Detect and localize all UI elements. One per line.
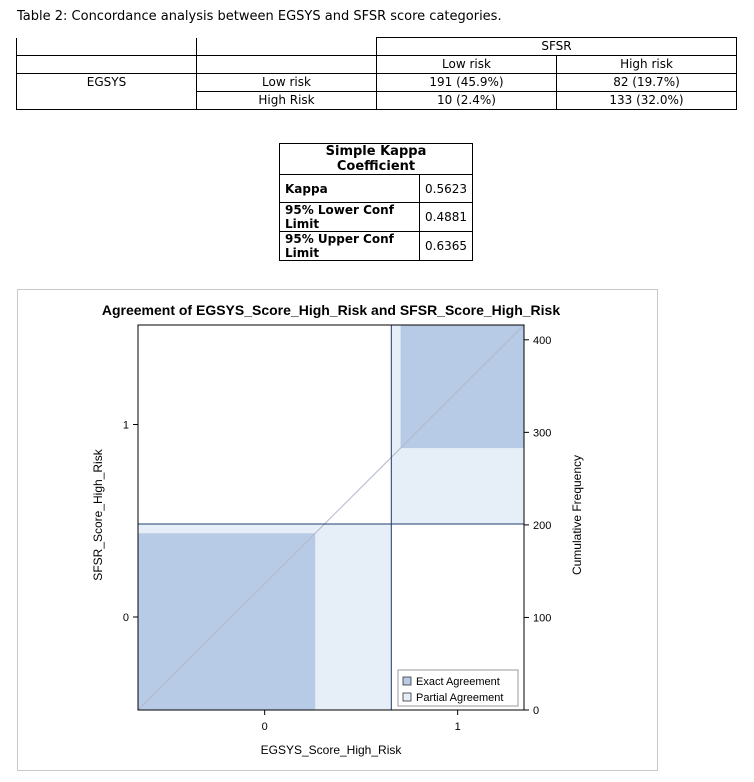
table-cell: 82 (19.7%) xyxy=(557,74,737,92)
legend-label: Exact Agreement xyxy=(416,676,500,688)
table-cell: 191 (45.9%) xyxy=(377,74,557,92)
y2-tick-label: 200 xyxy=(533,519,552,532)
empty-cell xyxy=(17,56,197,74)
table-cell: 133 (32.0%) xyxy=(557,92,737,110)
kappa-table-title: Simple Kappa Coefficient xyxy=(280,144,473,175)
col-header: High risk xyxy=(557,56,737,74)
lower-limit-label: 95% Lower Conf Limit xyxy=(280,203,420,232)
row-header: Low risk xyxy=(197,74,377,92)
empty-cell xyxy=(17,38,197,56)
legend-swatch xyxy=(403,677,411,685)
table-row xyxy=(280,203,473,232)
empty-cell xyxy=(17,92,197,110)
empty-cell xyxy=(197,56,377,74)
legend-label: Partial Agreement xyxy=(416,692,504,704)
legend-swatch xyxy=(403,693,411,701)
table-row xyxy=(17,92,737,110)
y2-tick-label: 300 xyxy=(533,427,552,440)
chart-title: Agreement of EGSYS_Score_High_Risk and SFSR_Score_High_Risk xyxy=(101,302,561,318)
upper-limit-label: 95% Upper Conf Limit xyxy=(280,232,420,261)
row-header: High Risk xyxy=(197,92,377,110)
table-caption: Table 2: Concordance analysis between EGSYS and SFSR score categories. xyxy=(17,9,502,24)
row-group-header: EGSYS xyxy=(17,74,197,92)
y-tick-label: 0 xyxy=(122,611,129,624)
table-row xyxy=(17,56,737,74)
table-cell: 10 (2.4%) xyxy=(377,92,557,110)
table-row xyxy=(17,74,737,92)
empty-cell xyxy=(197,38,377,56)
y2-tick-label: 100 xyxy=(533,612,552,625)
kappa-table xyxy=(279,143,473,261)
y2-tick-label: 400 xyxy=(533,334,552,347)
y2-axis-label: Cumulative Frequency xyxy=(570,454,584,576)
table-row xyxy=(280,175,473,203)
x-tick-label: 0 xyxy=(261,721,268,733)
y-tick-label: 1 xyxy=(122,419,129,432)
col-header: Low risk xyxy=(377,56,557,74)
x-tick-label: 1 xyxy=(454,721,461,733)
agreement-plot-frame xyxy=(17,289,658,771)
y2-tick-label: 0 xyxy=(533,705,540,717)
table-row xyxy=(17,38,737,56)
upper-limit-value: 0.6365 xyxy=(420,232,473,261)
kappa-label: Kappa xyxy=(280,175,420,203)
table-row xyxy=(280,232,473,261)
kappa-value: 0.5623 xyxy=(420,175,473,203)
col-group-header: SFSR xyxy=(377,38,737,56)
table-row xyxy=(280,144,473,175)
concordance-table xyxy=(16,37,737,110)
lower-limit-value: 0.4881 xyxy=(420,203,473,232)
x-axis-label: EGSYS_Score_High_Risk xyxy=(260,743,402,757)
y-axis-label: SFSR_Score_High_Risk xyxy=(91,449,105,581)
agreement-plot xyxy=(18,290,657,770)
